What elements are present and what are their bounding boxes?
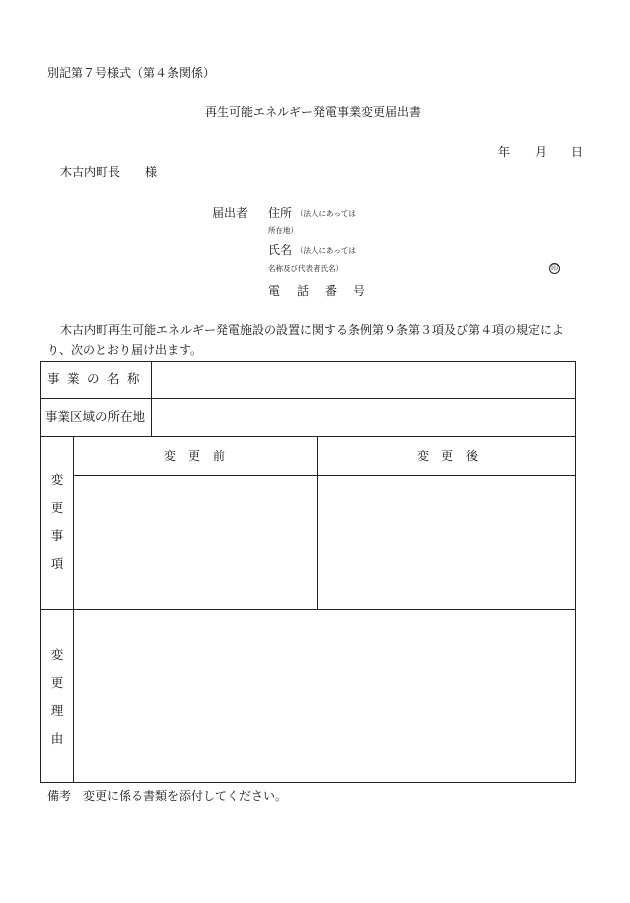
phone-char-1: 電	[268, 284, 281, 298]
business-name-field[interactable]	[152, 362, 575, 398]
body-text-line-1: 木古内町再生可能エネルギー発電施設の設置に関する条例第９条第３項及び第４項の規定によ	[60, 323, 565, 337]
address-note-1: （法人にあっては	[296, 209, 356, 218]
phone-char-4: 号	[353, 284, 366, 298]
business-name-char: 事	[47, 371, 60, 386]
notifier-label: 届出者	[212, 206, 249, 220]
business-name-char: の	[87, 371, 100, 386]
business-name-char: 名	[107, 371, 120, 386]
name-note-2: 名称及び代表者氏名）	[268, 264, 343, 273]
after-char: 後	[466, 449, 479, 463]
business-name-char: 業	[67, 371, 80, 386]
seal-mark: 印	[551, 264, 558, 272]
phone-char-2: 話	[297, 284, 310, 298]
address-label: 住所	[268, 206, 293, 220]
change-items-char: 項	[50, 556, 64, 571]
change-reason-char: 由	[50, 731, 64, 746]
phone-char-3: 番	[325, 284, 338, 298]
change-before-field[interactable]	[74, 476, 317, 609]
business-area-field[interactable]	[152, 399, 575, 436]
date-month: 月	[535, 145, 548, 159]
after-char: 変	[417, 449, 430, 463]
remarks: 備考 変更に係る書類を添付してください。	[47, 789, 288, 803]
name-note-1: （法人にあっては	[296, 246, 356, 255]
date-year: 年	[498, 145, 511, 159]
form-number: 別記第７号様式（第４条関係）	[47, 66, 216, 80]
change-reason-field[interactable]	[74, 610, 575, 782]
change-after-field[interactable]	[318, 476, 575, 609]
change-reason-char: 変	[50, 647, 64, 662]
after-char: 更	[441, 449, 454, 463]
business-area-label: 事業区域の所在地	[45, 409, 146, 424]
address-note-2: 所在地）	[268, 226, 298, 235]
change-reason-char: 理	[50, 703, 64, 718]
body-text-line-2: り、次のとおり届け出ます。	[47, 343, 203, 357]
before-char: 前	[213, 449, 226, 463]
business-name-char: 称	[127, 371, 140, 386]
change-items-char: 変	[50, 472, 64, 487]
addressee-name: 木古内町長	[60, 165, 121, 179]
name-label: 氏名	[268, 243, 293, 257]
change-reason-char: 更	[50, 675, 64, 690]
addressee-honorific: 様	[145, 165, 158, 179]
change-items-char: 事	[50, 528, 64, 543]
form-title: 再生可能エネルギー発電事業変更届出書	[205, 105, 422, 119]
table-line	[40, 436, 576, 437]
change-items-char: 更	[50, 500, 64, 515]
date-day: 日	[571, 145, 584, 159]
before-char: 更	[188, 449, 201, 463]
before-char: 変	[164, 449, 177, 463]
